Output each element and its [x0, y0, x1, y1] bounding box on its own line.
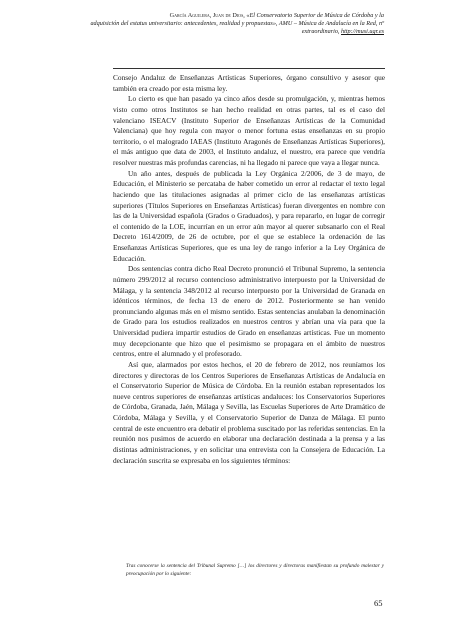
- header-issue: , nº extraordinario,: [301, 20, 384, 36]
- body-text: [113, 73, 385, 466]
- paragraph-2: Lo cierto es que han pasado ya cinco años desde su promulgación, y, mientras hemos visto como otros Institutos se han hecho realidad en otras partes, tal es el caso del valenciano ISEACV (Instituto Superior de Enseñanzas Artísticas de la Comunidad Valenciana) que hoy regula con mayor o menor fortuna estas enseñanzas en su propio territorio, o el malogrado IAEAS (Instituto Aragonés de Enseñanzas Artísticas Superiores), el más antiguo que data de 2003, el Instituto andaluz, el nuestro, era parece que vendría resolver nuestras más profundas carencias, ni ha llegado ni parece que vaya a llegar nunca.: [113, 94, 385, 167]
- running-header: [84, 12, 384, 37]
- header-url-link[interactable]: http://musi.ugr.es: [341, 28, 384, 36]
- block-quote: Tras conocerse la sentencia del Tribunal Supremo […] los directores y directoras manifiestan su profundo malestar y preocupación por lo siguiente:: [126, 563, 384, 577]
- paragraph-5: Así que, alarmados por estos hechos, el 20 de febrero de 2012, nos reuníamos los directores y directoras de los Centros Superiores de Enseñanzas Artísticas de Andalucía en el Conservatorio Superior de Música de Córdoba. En la reunión estaban representados los nueve centros superiores de enseñanzas artísticas andaluces: los Conservatorios Superiores de Córdoba, Granada, Jaén, Málaga y Sevilla, las Escuelas Superiores de Arte Dramático de Córdoba, Málaga y Sevilla, y el Conservatorio Superior de Danza de Málaga. El punto central de este encuentro era debatir el problema suscitado por las referidas sentencias. En la reunión nos pusimos de acuerdo en elaborar una declaración destinada a la prensa y a las distintas administraciones, y en solicitar una entrevista con la Consejera de Educación. La declaración suscrita se expresaba en los siguientes términos:: [113, 359, 385, 465]
- header-title-line1: , «El Conservatorio Superior de Música de Córdoba y la: [243, 12, 384, 19]
- paragraph-1: Consejo Andaluz de Enseñanzas Artísticas Superiores, órgano consultivo y asesor que también era creado por esta misma ley.: [113, 73, 385, 93]
- paragraph-3: Un año antes, después de publicada la Ley Orgánica 2/2006, de 3 de mayo, de Educación, el Ministerio se percataba de haber cometido un error al redactar el texto legal haciendo que las titulaciones asignadas al primer ciclo de las enseñanzas artísticas superiores (Títulos Superiores en Enseñanzas Artísticas) fueran divergentes en nombre con las de la Universidad española (Grados o Graduados), y para repararlo, en lugar de corregir el contenido de la LOE, incurrían en un error aún mayor al querer subsanarlo con el Real Decreto 1614/2009, de 26 de octubre, por el que se establece la ordenación de las Enseñanzas Artísticas Superiores, que es una ley de rango inferior a la Ley Orgánica de Educación.: [113, 168, 385, 263]
- page-number: 65: [374, 598, 383, 608]
- header-rule: [113, 68, 385, 69]
- header-author: García Aguilera, Juan de Dios: [169, 12, 244, 19]
- header-journal: AMU – Música de Andalucía en la Red: [278, 20, 376, 28]
- paragraph-4: Dos sentencias contra dicho Real Decreto pronunció el Tribunal Supremo, la sentencia número 299/2012 al recurso contencioso administrativo interpuesto por la Universidad de Málaga, y la sentencia 348/2012 al recurso interpuesto por la Universidad de Granada en idénticos términos, de fecha 13 de enero de 2012. Posteriormente se han venido pronunciando algunas más en el mismo sentido. Estas sentencias anulaban la denominación de Grado para los estudios realizados en nuestros centros y abrían una vía para que la Universidad pudiera impartir estudios de Grado en enseñanzas artísticas. Fue un momento muy decepcionante que hizo que el pesimismo se propagara en el ámbito de nuestros centros, entre el alumnado y el profesorado.: [113, 264, 385, 359]
- header-title-line2: adquisición del estatus universitario: antecedentes, realidad y propuestas»,: [90, 20, 279, 28]
